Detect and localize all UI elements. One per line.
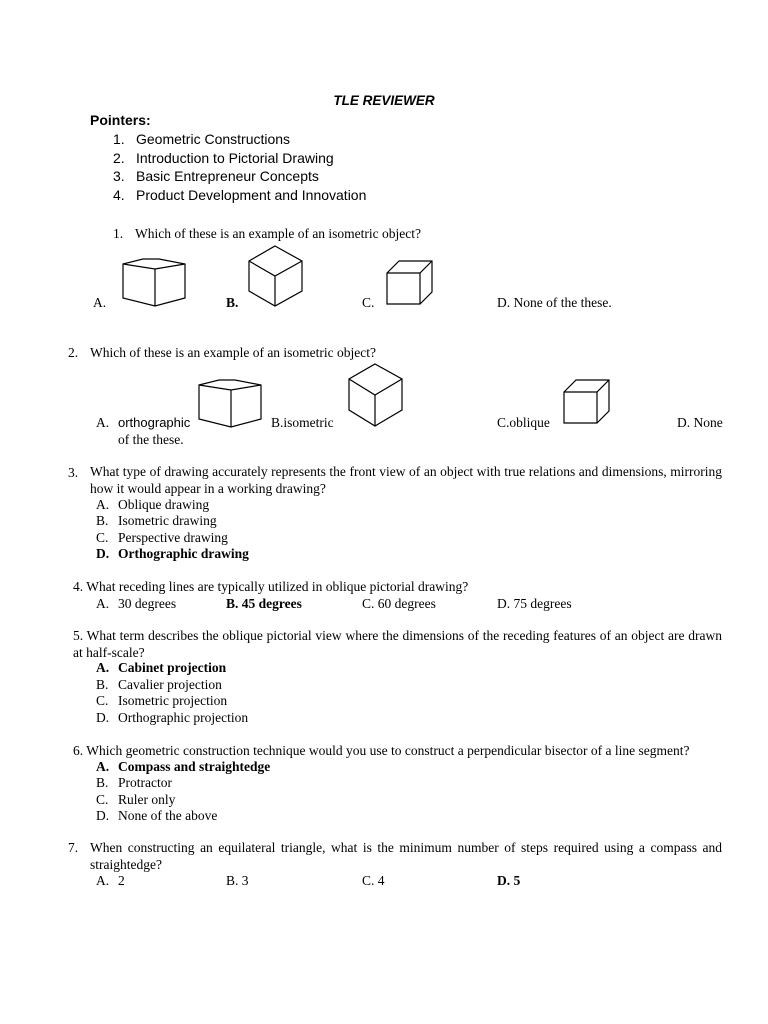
- question-text: Which of these is an example of an isometric object?: [135, 226, 422, 241]
- pointer-number: 2.: [113, 150, 125, 166]
- question-text: Which of these is an example of an isometric object?: [90, 345, 377, 360]
- option-letter: C.: [96, 792, 109, 807]
- option-text-answer: Cabinet projection: [118, 660, 227, 675]
- option-text: Isometric projection: [118, 693, 228, 708]
- option-text-answer: Compass and straightedge: [118, 759, 271, 774]
- option-text: Perspective drawing: [118, 530, 228, 545]
- option-b: B.: [226, 295, 239, 310]
- option-c: C.oblique: [497, 415, 550, 430]
- option-letter: C.: [96, 693, 109, 708]
- option-letter: B.: [96, 513, 109, 528]
- option-b: B. 3: [226, 873, 249, 888]
- option-d-answer: D. 5: [497, 873, 521, 888]
- question-text: 6. Which geometric construction technique would you use to construct a perpendicular bisector of a line segment?: [73, 743, 690, 758]
- option-b-answer: B. 45 degrees: [226, 596, 302, 611]
- question-text: When constructing an equilateral triangle, what is the minimum number of steps required using a compass and straightedge?: [90, 840, 722, 872]
- option-text: Orthographic projection: [118, 710, 249, 725]
- pointer-text: Geometric Constructions: [136, 131, 291, 147]
- oblique-cube-icon: [385, 259, 437, 307]
- option-d: D. 75 degrees: [497, 596, 572, 611]
- option-a-wrap: of the these.: [118, 432, 184, 447]
- pointer-number: 3.: [113, 168, 125, 184]
- option-a-letter: A.: [96, 596, 110, 611]
- option-text-answer: Orthographic drawing: [118, 546, 249, 561]
- option-letter: B.: [96, 775, 109, 790]
- orthographic-block-icon: [195, 377, 265, 429]
- question-text: 4. What receding lines are typically utilized in oblique pictorial drawing?: [73, 579, 469, 594]
- isometric-cube-icon: [346, 362, 406, 428]
- option-text: None of the above: [118, 808, 218, 823]
- option-text: Isometric drawing: [118, 513, 217, 528]
- option-letter-answer: A.: [96, 759, 110, 774]
- question-text: 5. What term describes the oblique pictorial view where the dimensions of the receding features of an object are drawn at half-scale?: [73, 628, 722, 660]
- pointers-heading: Pointers:: [90, 112, 151, 128]
- oblique-cube-icon: [562, 378, 614, 426]
- option-a-text: orthographic: [118, 415, 191, 430]
- option-d: D. None: [677, 415, 723, 430]
- option-a-text: 30 degrees: [118, 596, 177, 611]
- orthographic-block-icon: [119, 256, 189, 308]
- document-title: TLE REVIEWER: [333, 93, 435, 108]
- option-text: Cavalier projection: [118, 677, 222, 692]
- option-c: C. 4: [362, 873, 385, 888]
- pointer-text: Introduction to Pictorial Drawing: [136, 150, 334, 166]
- isometric-cube-icon: [246, 244, 306, 308]
- option-c: C.: [362, 295, 375, 310]
- question-number: 1.: [113, 226, 124, 241]
- option-letter: C.: [96, 530, 109, 545]
- option-letter-answer: D.: [96, 546, 110, 561]
- pointer-text: Product Development and Innovation: [136, 187, 367, 203]
- option-letter: B.: [96, 677, 109, 692]
- option-letter-answer: A.: [96, 660, 110, 675]
- option-letter: D.: [96, 808, 110, 823]
- option-text: Protractor: [118, 775, 172, 790]
- option-a-text: 2: [118, 873, 125, 888]
- option-d: D. None of the these.: [497, 295, 612, 310]
- option-text: Ruler only: [118, 792, 176, 807]
- option-text: Oblique drawing: [118, 497, 210, 512]
- option-b: B.isometric: [271, 415, 334, 430]
- question-text: What type of drawing accurately represents the front view of an object with true relations and dimensions, mirroring how it would appear in a working drawing?: [90, 464, 722, 496]
- option-letter: A.: [96, 497, 110, 512]
- option-letter: D.: [96, 710, 110, 725]
- pointer-number: 4.: [113, 187, 125, 203]
- question-number: 7.: [68, 840, 79, 855]
- question-number: 3.: [68, 465, 79, 480]
- pointer-text: Basic Entrepreneur Concepts: [136, 168, 319, 184]
- pointer-number: 1.: [113, 131, 125, 147]
- option-a-letter: A.: [96, 873, 110, 888]
- option-a-letter: A.: [96, 415, 110, 430]
- question-number: 2.: [68, 345, 79, 360]
- option-a: A.: [93, 295, 107, 310]
- option-c: C. 60 degrees: [362, 596, 436, 611]
